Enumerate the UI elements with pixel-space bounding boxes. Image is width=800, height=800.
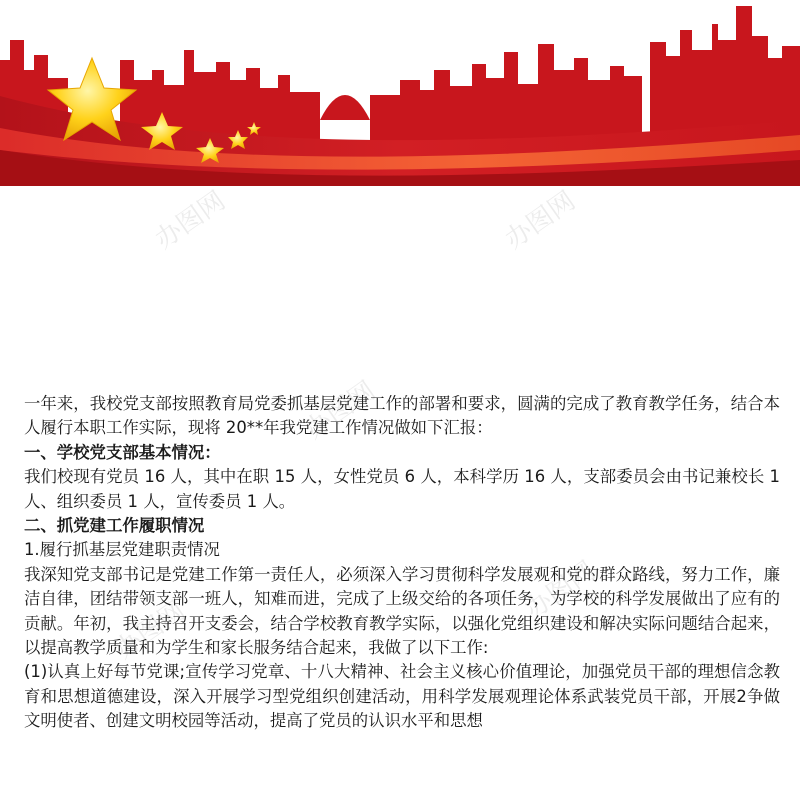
document-body <box>24 392 780 734</box>
header-banner <box>0 0 800 186</box>
intro-paragraph: 一年来，我校党支部按照教育局党委抓基层党建工作的部署和要求，圆满的完成了教育教学任务，结合本人履行本职工作实际，现将 20**年我党建工作情况做如下汇报： <box>24 394 780 438</box>
watermark: 办图网 <box>109 595 191 666</box>
section2-heading: 二、抓党建工作履职情况 <box>24 516 205 536</box>
subsection1-heading: 1.履行抓基层党建职责情况 <box>24 540 220 560</box>
watermark: 办图网 <box>519 555 601 626</box>
section1-heading: 一、学校党支部基本情况： <box>24 442 221 462</box>
subsection1-paragraph: 我深知党支部书记是党建工作第一责任人，必须深入学习贯彻科学发展观和党的群众路线，努力工作，廉洁自律，团结带领支部一班人，知难而进，完成了上级交给的各项任务，为学校的科学发展做出了应有的贡献。年初，我主持召开支委会，结合学校教育教学实际，以强化党组织建设和解决实际问题结合起来，以提高教学质量和为学生和家长服务结合起来，我做了以下工作: <box>24 564 780 658</box>
watermark: 办图网 <box>499 185 581 256</box>
watermark: 办图网 <box>299 375 381 446</box>
list-item-1: (1)认真上好每节党课;宣传学习党章、十八大精神、社会主义核心价值理论，加强党员干部的理想信念教育和思想道德建设，深入开展学习型党组织创建活动，用科学发展观理论体系武装党员干部，开展2争做文明使者、创建文明校园等活动，提高了党员的认识水平和思想 <box>24 662 780 731</box>
section1-paragraph: 我们校现有党员 16 人，其中在职 15 人，女性党员 6 人，本科学历 16 人，支部委员会由书记兼校长 1 人、组织委员 1 人，宣传委员 1 人。 <box>24 467 780 511</box>
city-skyline-banner <box>0 0 800 186</box>
watermark: 办图网 <box>149 185 231 256</box>
